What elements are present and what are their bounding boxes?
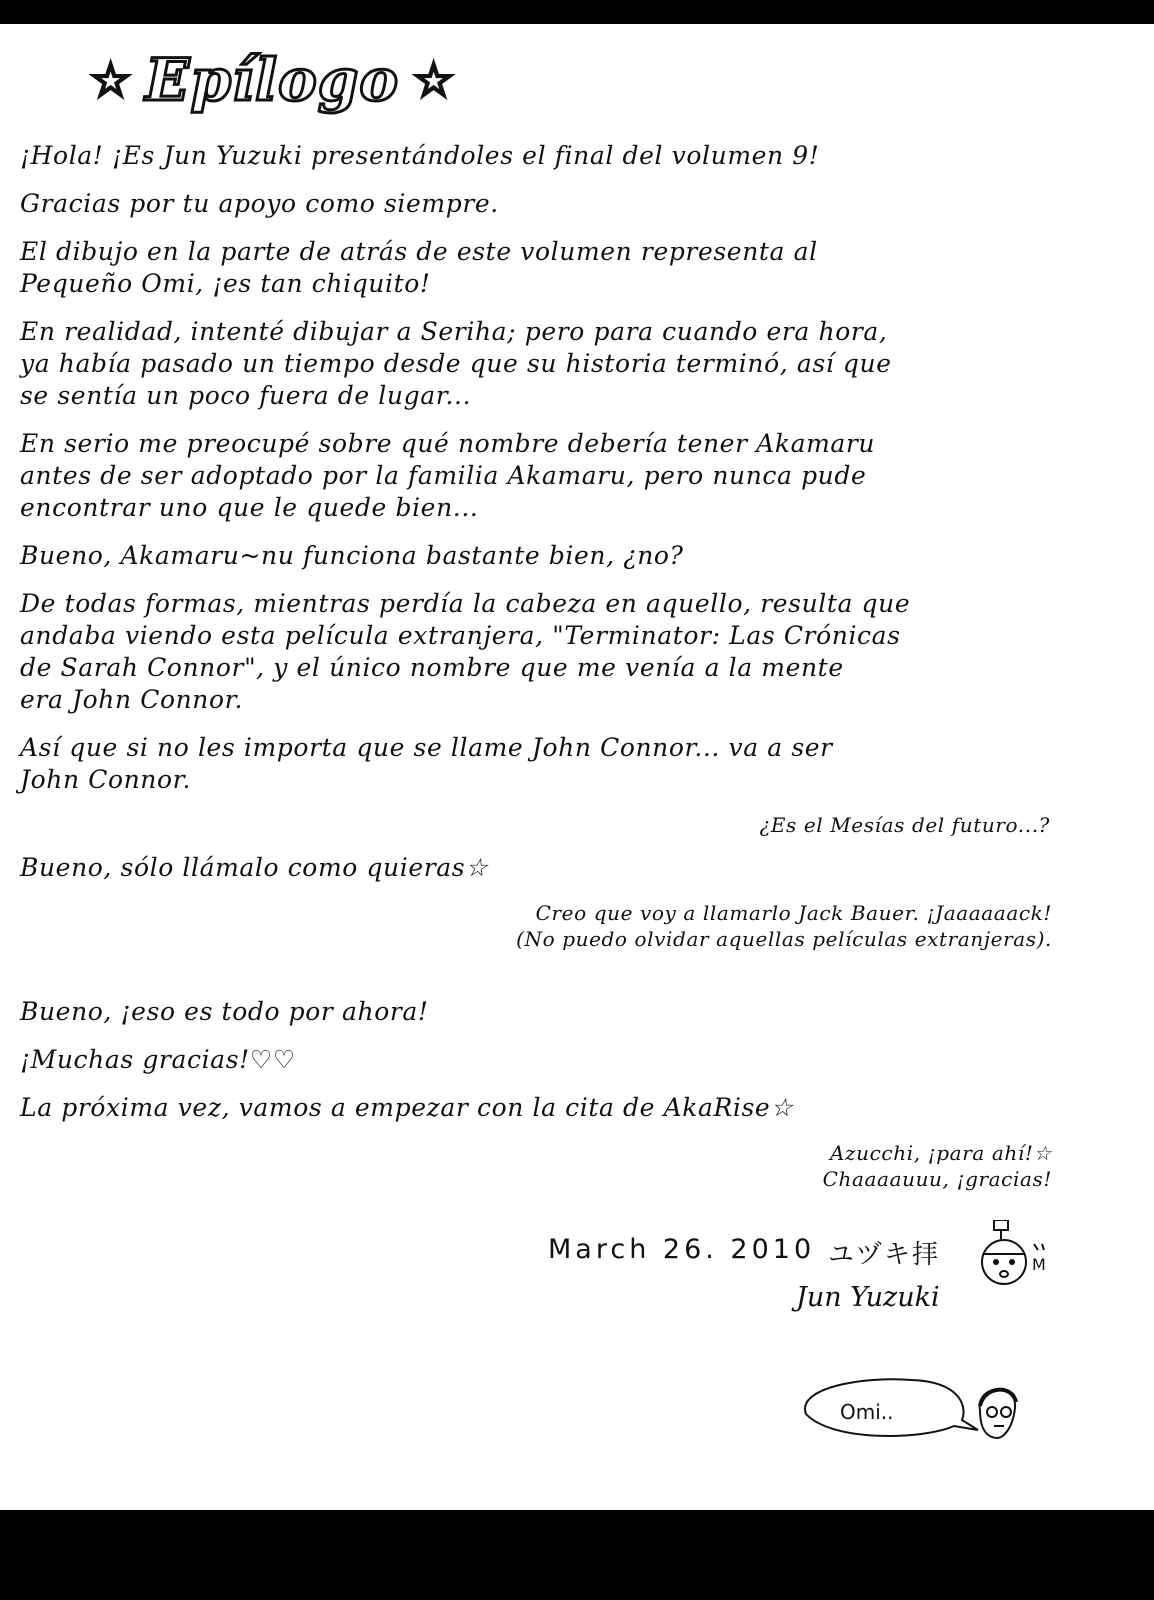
paragraph-terminator [20, 588, 1090, 716]
paragraph-call-it [20, 852, 1090, 884]
text-line: Bueno, sólo llámalo como quieras☆ [20, 853, 489, 882]
author-doodle-icon [980, 1220, 1060, 1300]
thanks-note [20, 1140, 1052, 1192]
text-line: Azucchi, ¡para ahí!☆ [829, 1141, 1052, 1165]
star-icon-right: ☆ [413, 53, 455, 107]
signature-name: Jun Yuzuki [796, 1282, 940, 1313]
title-text: Epílogo [145, 46, 400, 114]
speech-bubble-icon [792, 1370, 1072, 1460]
text-line: Creo que voy a llamarlo Jack Bauer. ¡Jaaaaaack! [535, 901, 1052, 925]
text-line: El dibujo en la parte de atrás de este volumen representa al [20, 237, 818, 266]
letter-body [20, 140, 1090, 1192]
paragraph-akamaru [20, 428, 1090, 524]
text-line: Chaaaauuu, ¡gracias! [822, 1167, 1052, 1191]
text-line: En realidad, intenté dibujar a Seriha; pero para cuando era hora, [20, 317, 888, 346]
text-line: John Connor. [20, 765, 192, 794]
text-line: de Sarah Connor", y el único nombre que me venía a la mente [20, 653, 844, 682]
aside-jack-bauer [20, 900, 1052, 952]
paragraph-john-connor [20, 732, 1090, 796]
bubble-text: Omi.. [840, 1400, 894, 1424]
star-icon-left: ☆ [90, 53, 132, 107]
text-line: Así que si no les importa que se llame John Connor... va a ser [20, 733, 833, 762]
text-line: De todas formas, mientras perdía la cabeza en aquello, resulta que [20, 589, 911, 618]
text-line: Gracias por tu apoyo como siempre. [20, 189, 499, 218]
signature-date: March 26. 2010 [548, 1234, 816, 1265]
text-line: ¡Muchas gracias!♡♡ [20, 1045, 296, 1074]
top-black-bar [0, 0, 1154, 24]
page-title [90, 40, 454, 120]
closing-line [20, 1044, 1090, 1076]
closing-line [20, 996, 1090, 1028]
text-line: ya había pasado un tiempo desde que su historia terminó, así que [20, 349, 892, 378]
paragraph-seriha [20, 316, 1090, 412]
face-mark: M [1032, 1255, 1046, 1274]
paragraph-drawing [20, 236, 1090, 300]
paragraph-akamaru-nu [20, 540, 1090, 572]
paragraph-greeting [20, 140, 1090, 172]
text-line: era John Connor. [20, 685, 244, 714]
signature-block [548, 1234, 1068, 1344]
bottom-black-bar [0, 1510, 1154, 1600]
text-line: ¡Hola! ¡Es Jun Yuzuki presentándoles el final del volumen 9! [20, 141, 820, 170]
text-line: Pequeño Omi, ¡es tan chiquito! [20, 269, 431, 298]
speech-bubble [792, 1370, 1072, 1460]
closing-line [20, 1092, 1090, 1124]
text-line: En serio me preocupé sobre qué nombre debería tener Akamaru [20, 429, 876, 458]
text-line: se sentía un poco fuera de lugar... [20, 381, 472, 410]
text-line: encontrar uno que le quede bien... [20, 493, 479, 522]
text-line: Bueno, Akamaru~nu funciona bastante bien, ¿no? [20, 541, 684, 570]
text-line: La próxima vez, vamos a empezar con la cita de AkaRise☆ [20, 1093, 794, 1122]
aside-messiah: ¿Es el Mesías del futuro...? [759, 813, 1050, 837]
paragraph-thanks [20, 188, 1090, 220]
text-line: Bueno, ¡eso es todo por ahora! [20, 997, 429, 1026]
text-line: andaba viendo esta película extranjera, "Terminator: Las Crónicas [20, 621, 901, 650]
text-line: antes de ser adoptado por la familia Akamaru, pero nunca pude [20, 461, 867, 490]
signature-japanese: ユヅキ拝 [828, 1240, 941, 1270]
text-line: (No puedo olvidar aquellas películas extranjeras). [516, 927, 1052, 951]
